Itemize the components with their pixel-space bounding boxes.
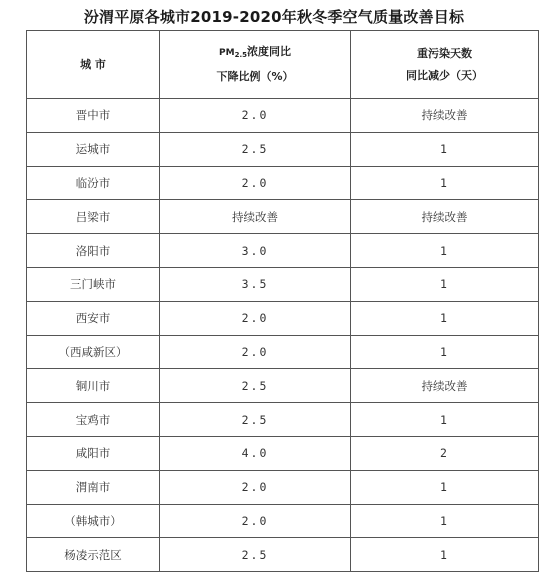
pm25-cell: 2.5: [160, 403, 351, 437]
city-cell: 晋中市: [27, 99, 160, 133]
heavy-pollution-cell: 1: [351, 234, 539, 268]
table-row: [27, 335, 539, 369]
header-heavy-line2: 同比减少（天）: [406, 68, 483, 82]
pm25-cell: 3.0: [160, 234, 351, 268]
pm25-cell: 2.0: [160, 470, 351, 504]
header-pm-prefix: PM: [219, 48, 235, 58]
header-city: [27, 31, 160, 99]
table-header-row: [27, 31, 539, 99]
heavy-pollution-cell: 1: [351, 538, 539, 572]
header-pm25-line1: [160, 41, 350, 66]
city-cell: （韩城市）: [27, 504, 160, 538]
header-pm25: [160, 31, 351, 99]
header-heavy-line1: 重污染天数: [417, 46, 472, 60]
table-row: [27, 99, 539, 133]
pm25-cell: 2.5: [160, 538, 351, 572]
page-title: 汾渭平原各城市2019-2020年秋冬季空气质量改善目标: [83, 8, 465, 26]
pm25-cell: 2.5: [160, 132, 351, 166]
city-cell: 运城市: [27, 132, 160, 166]
pm25-cell: 4.0: [160, 436, 351, 470]
heavy-pollution-cell: 1: [351, 403, 539, 437]
table-row: [27, 301, 539, 335]
table-row: [27, 166, 539, 200]
table-row: [27, 470, 539, 504]
pm25-cell: 3.5: [160, 267, 351, 301]
table-row: [27, 538, 539, 572]
table-row: [27, 234, 539, 268]
table-row: [27, 369, 539, 403]
heavy-pollution-cell: 1: [351, 301, 539, 335]
city-cell: 三门峡市: [27, 267, 160, 301]
table-row: [27, 403, 539, 437]
table-row: [27, 436, 539, 470]
pm25-cell: 2.0: [160, 99, 351, 133]
pm25-cell: 2.0: [160, 504, 351, 538]
heavy-pollution-cell: 持续改善: [351, 200, 539, 234]
city-cell: 吕梁市: [27, 200, 160, 234]
heavy-pollution-cell: 持续改善: [351, 369, 539, 403]
city-cell: （西咸新区）: [27, 335, 160, 369]
heavy-pollution-cell: 1: [351, 166, 539, 200]
table-row: [27, 132, 539, 166]
city-cell: 临汾市: [27, 166, 160, 200]
heavy-pollution-cell: 1: [351, 504, 539, 538]
pm25-cell: 2.0: [160, 166, 351, 200]
header-pm25-line2: 下降比例（%）: [216, 70, 294, 83]
city-cell: 杨凌示范区: [27, 538, 160, 572]
city-cell: 渭南市: [27, 470, 160, 504]
city-cell: 西安市: [27, 301, 160, 335]
city-cell: 铜川市: [27, 369, 160, 403]
heavy-pollution-cell: 2: [351, 436, 539, 470]
targets-table: [26, 30, 539, 572]
pm25-cell: 2.0: [160, 301, 351, 335]
heavy-pollution-cell: 1: [351, 132, 539, 166]
heavy-pollution-cell: 持续改善: [351, 99, 539, 133]
table-row: [27, 504, 539, 538]
pm25-cell: 2.5: [160, 369, 351, 403]
header-pm-subscript: 2.5: [234, 51, 247, 59]
pm25-cell: 持续改善: [160, 200, 351, 234]
heavy-pollution-cell: 1: [351, 470, 539, 504]
header-pm-suffix: 浓度同比: [246, 45, 291, 58]
header-heavy-pollution: [351, 31, 539, 99]
header-city-label: 城 市: [80, 57, 106, 71]
table-row: [27, 200, 539, 234]
city-cell: 咸阳市: [27, 436, 160, 470]
pm25-cell: 2.0: [160, 335, 351, 369]
table-row: [27, 267, 539, 301]
heavy-pollution-cell: 1: [351, 267, 539, 301]
city-cell: 洛阳市: [27, 234, 160, 268]
table-body: [27, 99, 539, 572]
city-cell: 宝鸡市: [27, 403, 160, 437]
heavy-pollution-cell: 1: [351, 335, 539, 369]
